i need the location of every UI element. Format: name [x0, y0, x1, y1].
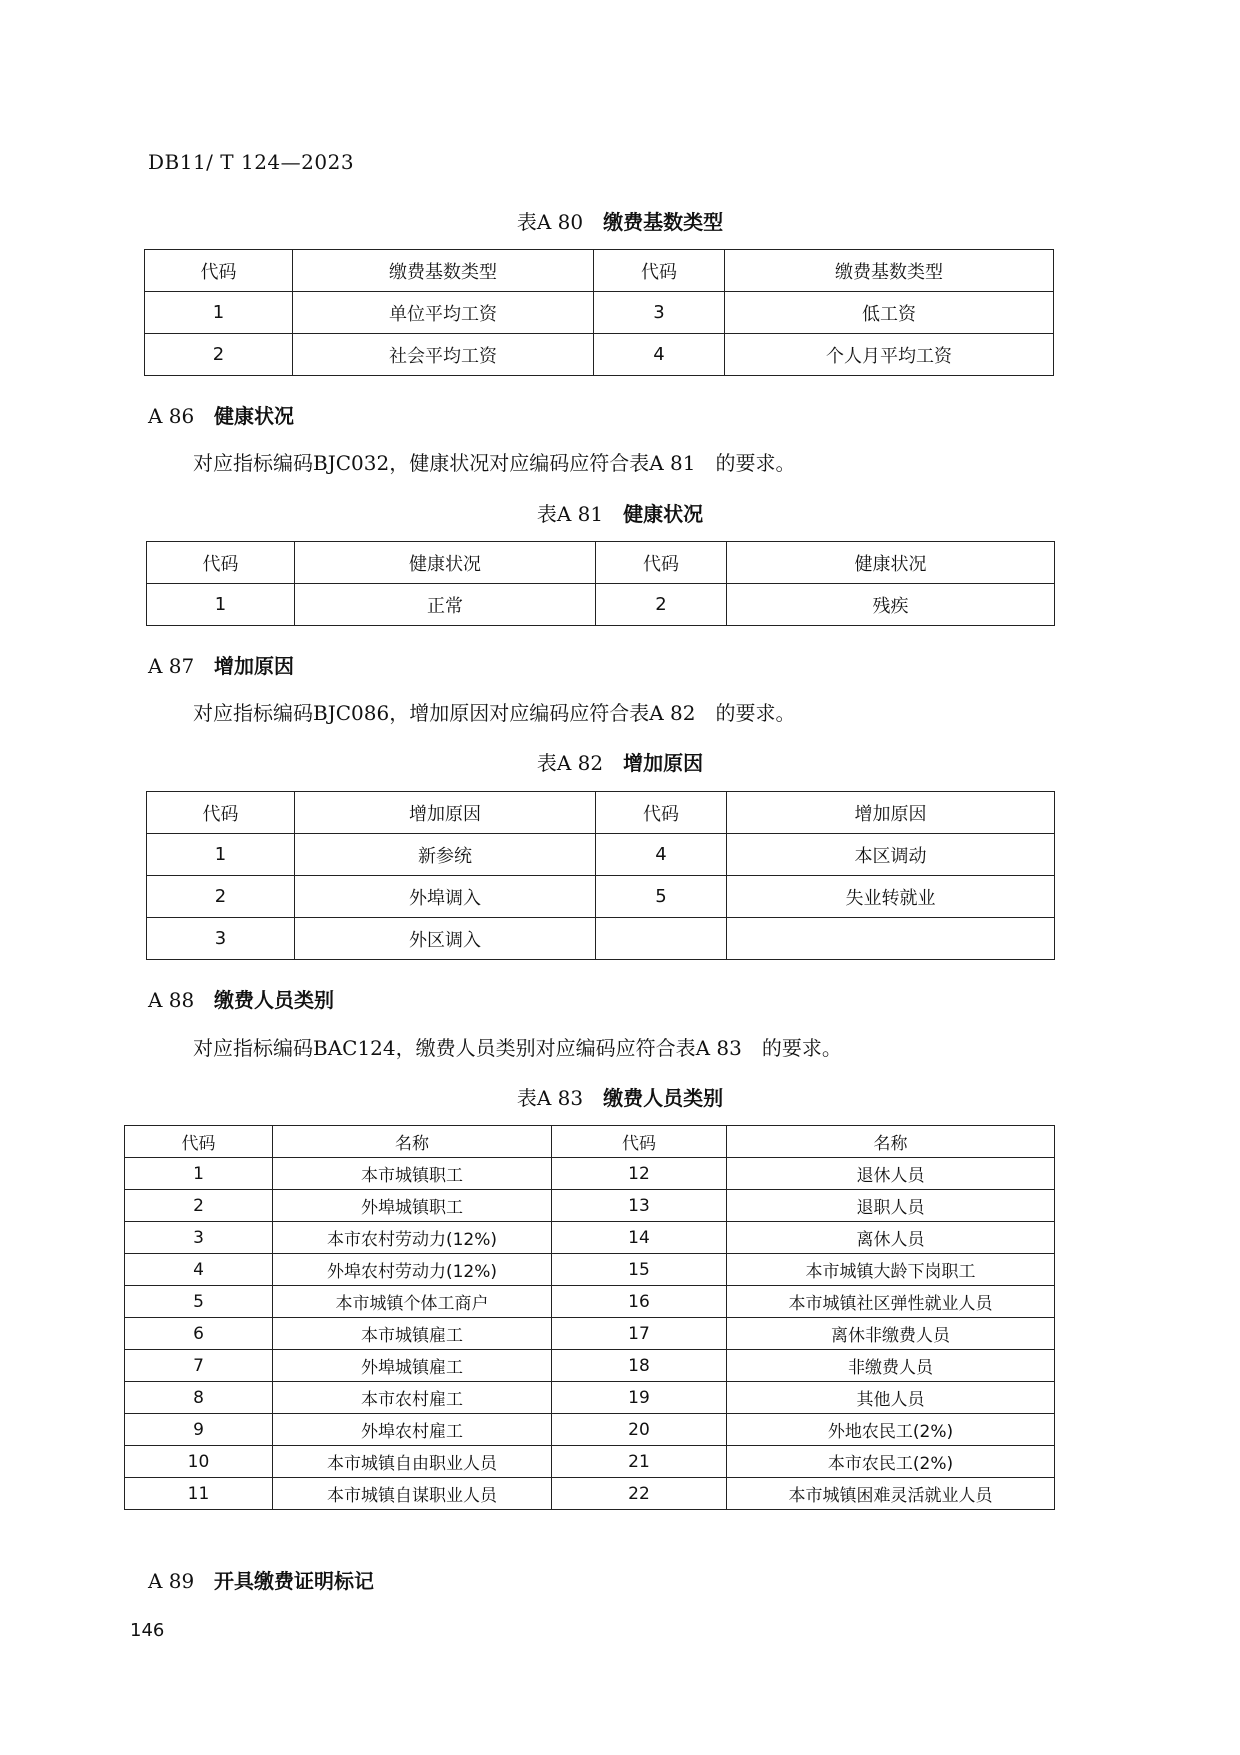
table-a83-caption [0, 1082, 1240, 1111]
table-header-cell: 代码 [125, 1126, 273, 1158]
section-a87-text: 对应指标编码BJC086，增加原因对应编码应符合表A 82 的要求。 [193, 701, 796, 725]
table-a81-caption-num: 表A 81 [536, 502, 604, 526]
section-a89-title: 开具缴费证明标记 [214, 1569, 374, 1593]
table-row [125, 1286, 1055, 1318]
table-a81 [146, 541, 1055, 626]
table-header-cell: 增加原因 [727, 792, 1055, 834]
code-cell: 2 [147, 876, 295, 918]
code-cell: 18 [552, 1350, 727, 1382]
table-row [125, 1350, 1055, 1382]
name-cell: 退休人员 [727, 1158, 1055, 1190]
table-a80 [144, 249, 1054, 376]
name-cell: 其他人员 [727, 1382, 1055, 1414]
table-row [147, 876, 1055, 918]
table-header-cell: 缴费基数类型 [725, 250, 1054, 292]
name-cell: 外埠农村雇工 [273, 1414, 552, 1446]
section-a89-heading [148, 1565, 374, 1594]
table-header-cell: 健康状况 [295, 542, 596, 584]
table-header-cell: 名称 [727, 1126, 1055, 1158]
code-cell: 9 [125, 1414, 273, 1446]
table-row [147, 584, 1055, 626]
table-header-row [147, 542, 1055, 584]
name-cell: 外埠城镇雇工 [273, 1350, 552, 1382]
table-header-cell: 代码 [552, 1126, 727, 1158]
table-row [145, 334, 1054, 376]
name-cell: 本市城镇自谋职业人员 [273, 1478, 552, 1510]
code-cell: 3 [594, 292, 725, 334]
code-cell: 20 [552, 1414, 727, 1446]
code-cell: 4 [594, 334, 725, 376]
name-cell: 社会平均工资 [293, 334, 594, 376]
name-cell: 本市城镇困难灵活就业人员 [727, 1478, 1055, 1510]
code-cell: 1 [145, 292, 293, 334]
code-cell: 3 [125, 1222, 273, 1254]
table-row [145, 292, 1054, 334]
table-header-cell: 增加原因 [295, 792, 596, 834]
table-a82-caption-num: 表A 82 [536, 751, 604, 775]
table-header-row [147, 792, 1055, 834]
name-cell: 本区调动 [727, 834, 1055, 876]
code-cell: 5 [596, 876, 727, 918]
table-header-cell: 缴费基数类型 [293, 250, 594, 292]
code-cell: 1 [147, 584, 295, 626]
section-a88-number: A 88 [148, 988, 195, 1012]
section-a86-number: A 86 [148, 404, 195, 428]
code-cell: 2 [596, 584, 727, 626]
table-a83-caption-num: 表A 83 [516, 1086, 584, 1110]
name-cell: 外埠城镇职工 [273, 1190, 552, 1222]
code-cell: 14 [552, 1222, 727, 1254]
name-cell: 退职人员 [727, 1190, 1055, 1222]
code-cell: 15 [552, 1254, 727, 1286]
name-cell: 本市城镇雇工 [273, 1318, 552, 1350]
section-a88-text: 对应指标编码BAC124，缴费人员类别对应编码应符合表A 83 的要求。 [193, 1036, 842, 1060]
table-a82-caption-title: 增加原因 [623, 751, 704, 775]
name-cell [727, 918, 1055, 960]
code-cell: 6 [125, 1318, 273, 1350]
table-row [147, 918, 1055, 960]
section-a86-text: 对应指标编码BJC032，健康状况对应编码应符合表A 81 的要求。 [193, 451, 796, 475]
table-a83 [124, 1125, 1055, 1510]
name-cell: 本市农民工(2%) [727, 1446, 1055, 1478]
table-a81-caption [0, 498, 1240, 527]
code-cell: 22 [552, 1478, 727, 1510]
table-row [125, 1478, 1055, 1510]
name-cell: 外埠农村劳动力(12%) [273, 1254, 552, 1286]
section-a86-heading [148, 400, 294, 429]
table-a80-caption-num: 表A 80 [516, 210, 584, 234]
code-cell: 1 [125, 1158, 273, 1190]
table-header-cell: 健康状况 [727, 542, 1055, 584]
table-header-cell: 代码 [147, 792, 295, 834]
code-cell: 13 [552, 1190, 727, 1222]
table-header-row [145, 250, 1054, 292]
name-cell: 正常 [295, 584, 596, 626]
standard-code: DB11/ T 124—2023 [148, 150, 355, 174]
name-cell: 低工资 [725, 292, 1054, 334]
table-a80-caption [0, 206, 1240, 235]
name-cell: 非缴费人员 [727, 1350, 1055, 1382]
table-row [125, 1190, 1055, 1222]
name-cell: 外区调入 [295, 918, 596, 960]
code-cell: 5 [125, 1286, 273, 1318]
table-row [125, 1414, 1055, 1446]
code-cell: 4 [125, 1254, 273, 1286]
name-cell: 本市农村劳动力(12%) [273, 1222, 552, 1254]
code-cell: 1 [147, 834, 295, 876]
table-header-cell: 代码 [596, 542, 727, 584]
table-header-cell: 代码 [147, 542, 295, 584]
table-a82-caption [0, 747, 1240, 776]
section-a87-heading [148, 650, 294, 679]
name-cell: 本市城镇自由职业人员 [273, 1446, 552, 1478]
code-cell: 10 [125, 1446, 273, 1478]
section-a88-title: 缴费人员类别 [214, 988, 334, 1012]
table-row [125, 1254, 1055, 1286]
code-cell: 2 [125, 1190, 273, 1222]
name-cell: 本市城镇职工 [273, 1158, 552, 1190]
name-cell: 离休非缴费人员 [727, 1318, 1055, 1350]
table-row [125, 1446, 1055, 1478]
name-cell: 本市城镇个体工商户 [273, 1286, 552, 1318]
name-cell: 本市城镇大龄下岗职工 [727, 1254, 1055, 1286]
table-row [125, 1318, 1055, 1350]
code-cell: 7 [125, 1350, 273, 1382]
section-a86-title: 健康状况 [214, 404, 294, 428]
code-cell [596, 918, 727, 960]
code-cell: 2 [145, 334, 293, 376]
name-cell: 新参统 [295, 834, 596, 876]
table-a82 [146, 791, 1055, 960]
page-number: 146 [130, 1620, 165, 1641]
name-cell: 单位平均工资 [293, 292, 594, 334]
code-cell: 12 [552, 1158, 727, 1190]
name-cell: 外埠调入 [295, 876, 596, 918]
name-cell: 离休人员 [727, 1222, 1055, 1254]
code-cell: 21 [552, 1446, 727, 1478]
table-row [147, 834, 1055, 876]
table-row [125, 1222, 1055, 1254]
table-row [125, 1382, 1055, 1414]
code-cell: 16 [552, 1286, 727, 1318]
name-cell: 失业转就业 [727, 876, 1055, 918]
table-header-cell: 代码 [145, 250, 293, 292]
table-row [125, 1158, 1055, 1190]
table-header-cell: 代码 [596, 792, 727, 834]
table-header-cell: 名称 [273, 1126, 552, 1158]
name-cell: 本市农村雇工 [273, 1382, 552, 1414]
section-a87-number: A 87 [148, 654, 195, 678]
section-a88-heading [148, 984, 334, 1013]
section-a89-number: A 89 [148, 1569, 195, 1593]
table-a83-caption-title: 缴费人员类别 [603, 1086, 724, 1110]
table-a81-caption-title: 健康状况 [623, 502, 704, 526]
code-cell: 4 [596, 834, 727, 876]
table-header-cell: 代码 [594, 250, 725, 292]
section-a87-title: 增加原因 [214, 654, 294, 678]
table-header-row [125, 1126, 1055, 1158]
table-a80-caption-title: 缴费基数类型 [603, 210, 724, 234]
name-cell: 外地农民工(2%) [727, 1414, 1055, 1446]
name-cell: 个人月平均工资 [725, 334, 1054, 376]
code-cell: 17 [552, 1318, 727, 1350]
name-cell: 本市城镇社区弹性就业人员 [727, 1286, 1055, 1318]
code-cell: 11 [125, 1478, 273, 1510]
name-cell: 残疾 [727, 584, 1055, 626]
code-cell: 3 [147, 918, 295, 960]
code-cell: 8 [125, 1382, 273, 1414]
code-cell: 19 [552, 1382, 727, 1414]
